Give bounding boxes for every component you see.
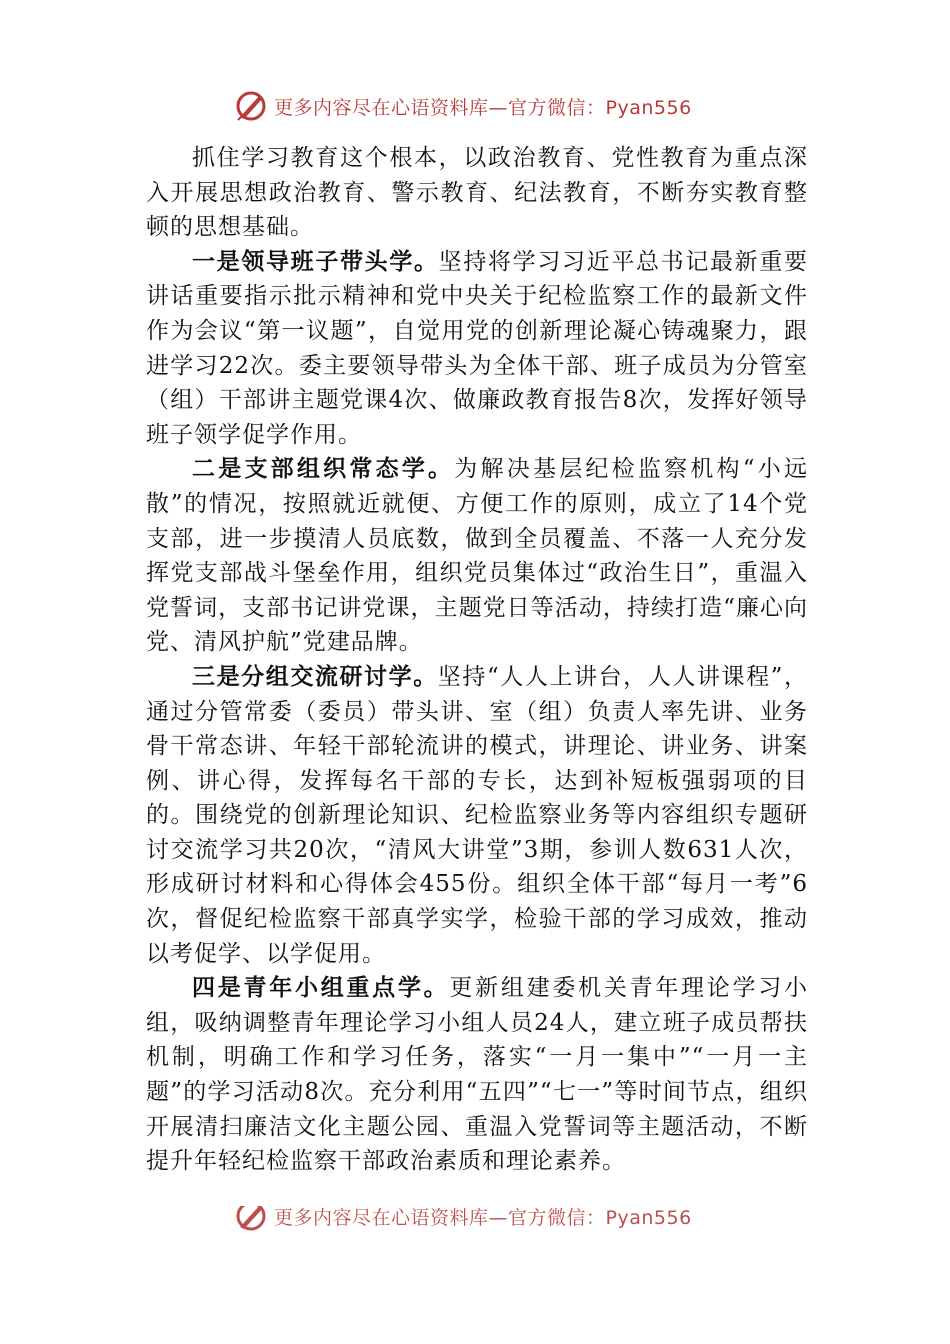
paragraph-text: 更新组建委机关青年理论学习小组，吸纳调整青年理论学习小组人员24人，建立班子成员帮扶机制，明确工作和学习任务，落实“一月一集中”“一月一主题”的学习活动8次。充分利用“五四”“七一”等时间节点，组织开展清扫廉洁文化主题公园、重温入党誓词等主题活动，不断提升年轻纪检监察干部政治素质和理论素养。 [146,975,809,1175]
watermark-text: 更多内容尽在心语资料库—官方微信：Pyan556 [274,1206,692,1229]
paragraph-branch [146,452,808,660]
header-watermark [234,86,734,126]
paragraph-lead: 三是分组交流研讨学。 [192,663,438,690]
paragraph-text: 坚持将学习习近平总书记最新重要讲话重要指示批示精神和党中央关于纪检监察工作的最新文件作为会议“第一议题”，自觉用党的创新理论凝心铸魂聚力，跟进学习22次。委主要领导带头为全体干部、班子成员为分管室（组）干部讲主题党课4次、做廉政教育报告8次，发挥好领导班子领学促学作用。 [146,248,809,448]
document-body [146,141,808,1179]
paragraph-group [146,660,808,971]
quill-circle-logo [234,1206,268,1232]
paragraph-intro [146,141,808,245]
paragraph-text: 抓住学习教育这个根本，以政治教育、党性教育为重点深入开展思想政治教育、警示教育、纪法教育，不断夯实教育整顿的思想基础。 [146,145,808,241]
paragraph-lead: 二是支部组织常态学。 [192,456,455,483]
paragraph-lead: 四是青年小组重点学。 [192,975,450,1002]
paragraph-text: 坚持“人人上讲台，人人讲课程”，通过分管常委（委员）带头讲、室（组）负责人率先讲、业务骨干常态讲、年轻干部轮流讲的模式，讲理论、讲业务、讲案例、讲心得，发挥每名干部的专长，达到补短板强弱项的目的。围绕党的创新理论知识、纪检监察业务等内容组织专题研讨交流学习共20次，“清风大讲堂”3期，参训人数631人次，形成研讨材料和心得体会455份。组织全体干部“每月一考”6次，督促纪检监察干部真学实学，检验干部的学习成效，推动以考促学、以学促用。 [146,663,808,967]
paragraph-youth [146,971,808,1179]
quill-circle-logo [234,89,268,123]
paragraph-lead: 一是领导班子带头学。 [192,248,439,275]
paragraph-leadership [146,245,808,453]
paragraph-text: 为解决基层纪检监察机构“小远散”的情况，按照就近就便、方便工作的原则，成立了14个党支部，进一步摸清人员底数，做到全员覆盖、不落一人充分发挥党支部战斗堡垒作用，组织党员集体过“政治生日”，重温入党誓词，支部书记讲党课，主题党日等活动，持续打造“廉心向党、清风护航”党建品牌。 [146,456,808,656]
footer-watermark [234,1206,734,1232]
watermark-text: 更多内容尽在心语资料库—官方微信：Pyan556 [274,96,692,119]
